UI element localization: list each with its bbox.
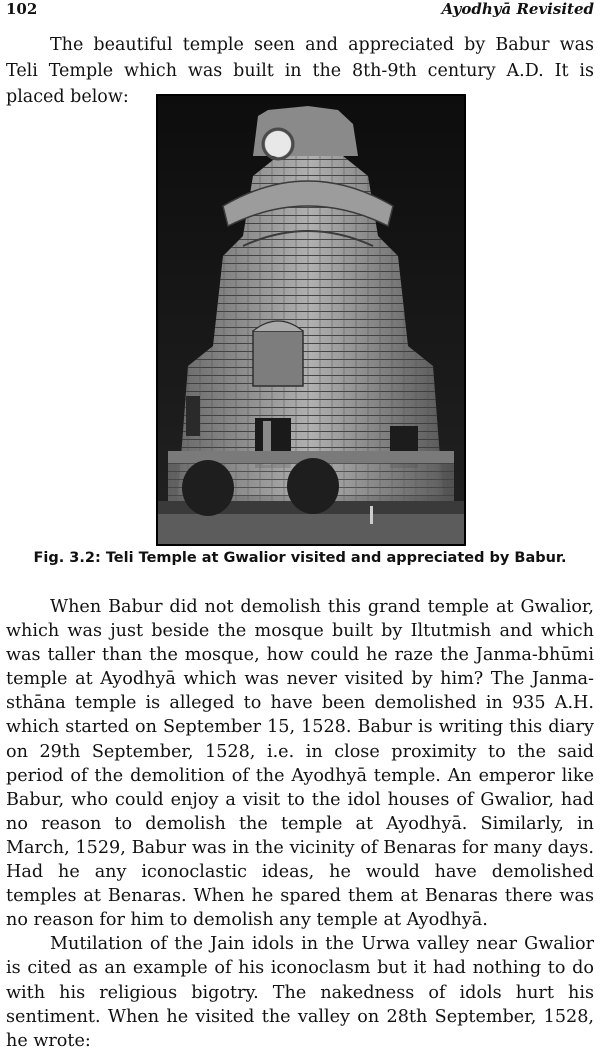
temple-photograph bbox=[156, 94, 466, 546]
page-number: 102 bbox=[6, 0, 38, 18]
intro-paragraph: The beautiful temple seen and appreciated by Babur was Teli Temple which was built in the 8th-9th century A.D. It is placed below: bbox=[6, 35, 594, 107]
body-paragraph-2: Mutilation of the Jain idols in the Urwa valley near Gwalior is cited as an example of his iconoclasm but it had nothing to do with his religious bigotry. The nakedness of idols hurt his sentiment. When he visited the valley on 28th September, 1528, he wrote: bbox=[6, 934, 594, 1051]
body-paragraph-1: When Babur did not demolish this grand temple at Gwalior, which was just beside the mosque built by Iltutmish and which was taller than the mosque, how could he raze the Janma-bhūmi temple at Ayodhyā which was never visited by him? The Janma-sthāna temple is alleged to have been demolished in 935 A.H. which started on September 15, 1528. Babur is writing this diary on 29th September, 1528, i.e. in close proximity to the said period of the demolition of the Ayodhyā temple. An emperor like Babur, who could enjoy a visit to the idol houses of Gwalior, had no reason to demolish the temple at Ayodhyā. Similarly, in March, 1529, Babur was in the vicinity of Benaras for many days. Had he any iconoclastic ideas, he would have demolished temples at Benaras. When he spared them at Benaras there was no reason for him to demolish any temple at Ayodhyā. bbox=[6, 597, 594, 931]
figure-caption: Fig. 3.2: Teli Temple at Gwalior visited and appreciated by Babur. bbox=[33, 550, 567, 566]
body-text bbox=[6, 595, 594, 1053]
temple-illustration bbox=[158, 96, 464, 544]
page-header bbox=[6, 0, 594, 24]
running-title: Ayodhyā Revisited bbox=[441, 0, 594, 18]
